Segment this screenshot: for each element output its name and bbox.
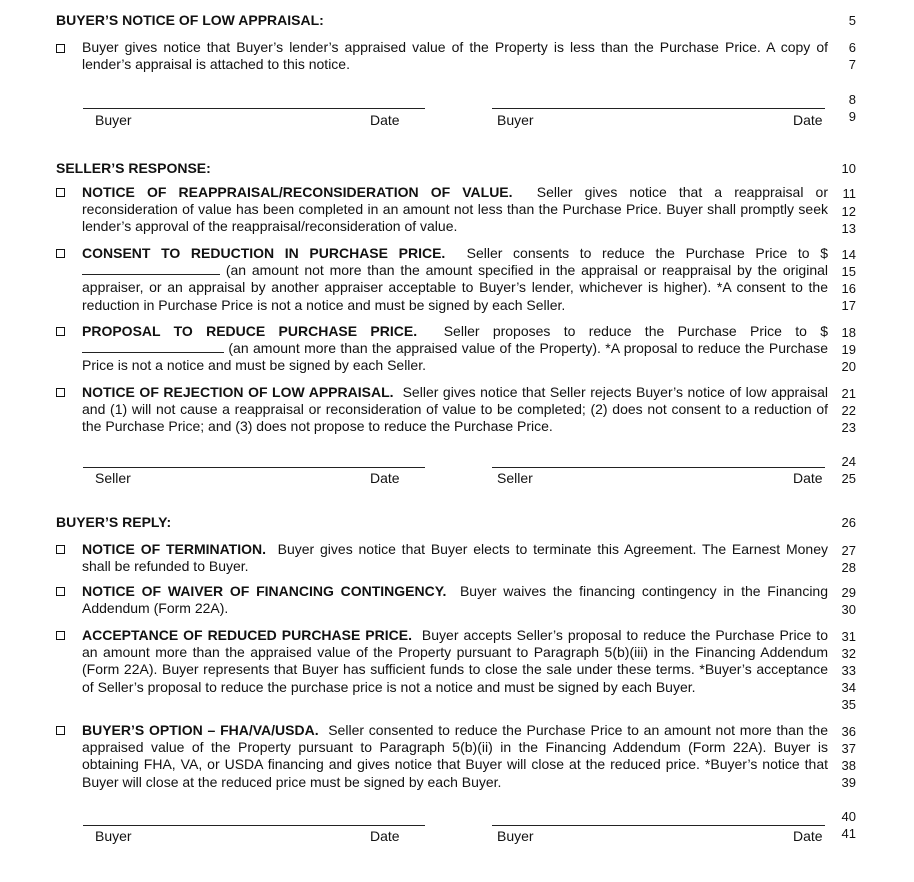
termination-option bbox=[82, 541, 828, 575]
line-number: 37 bbox=[841, 741, 856, 756]
rejection-checkbox[interactable] bbox=[56, 388, 65, 397]
consent-reduction-text-a: Seller consents to reduce the Purchase Price to bbox=[466, 245, 810, 261]
reappraisal-checkbox[interactable] bbox=[56, 188, 65, 197]
proposal-dollar-sign: $ bbox=[820, 323, 829, 339]
line-number: 41 bbox=[841, 826, 856, 841]
date-label-6: Date bbox=[793, 828, 823, 844]
line-number: 17 bbox=[841, 298, 856, 313]
line-number: 19 bbox=[841, 342, 856, 357]
fha-option-checkbox[interactable] bbox=[56, 726, 65, 735]
line-number: 18 bbox=[841, 325, 856, 340]
seller-signature-line-1[interactable] bbox=[83, 467, 425, 468]
line-number: 26 bbox=[841, 515, 856, 530]
buyer-label-4: Buyer bbox=[497, 828, 534, 844]
line-number: 39 bbox=[841, 775, 856, 790]
proposal-title: PROPOSAL TO REDUCE PURCHASE PRICE. bbox=[82, 323, 418, 339]
date-label-2: Date bbox=[793, 112, 823, 128]
rejection-option bbox=[82, 384, 828, 436]
line-number: 35 bbox=[841, 697, 856, 712]
buyer-label-1: Buyer bbox=[95, 112, 132, 128]
termination-text: Buyer gives notice that Buyer elects to terminate this Agreement. The Earnest Money shall be refunded to Buyer. bbox=[82, 541, 828, 575]
line-number: 15 bbox=[841, 264, 856, 279]
acceptance-checkbox[interactable] bbox=[56, 631, 65, 640]
seller-label-1: Seller bbox=[95, 470, 131, 486]
line-number: 13 bbox=[841, 221, 856, 236]
line-number: 38 bbox=[841, 758, 856, 773]
line-number: 6 bbox=[848, 40, 856, 55]
line-number: 40 bbox=[841, 809, 856, 824]
line-number: 24 bbox=[841, 454, 856, 469]
waiver-title: NOTICE OF WAIVER OF FINANCING CONTINGENCY. bbox=[82, 583, 447, 599]
acceptance-text: Buyer accepts Seller’s proposal to reduce the Purchase Price to an amount more than the appraised value of the Property pursuant to Paragraph 5(b)(iii) in the Financing Addendum (Form 22A). Buyer represents that Buyer has sufficient funds to close the sale under these terms. *Buyer’s acceptance of Seller’s proposal to reduce the purchase price is not a notice and must be signed by each Buyer. bbox=[82, 627, 828, 695]
line-number: 27 bbox=[841, 543, 856, 558]
buyer-signature-line-2[interactable] bbox=[492, 108, 825, 109]
reappraisal-title: NOTICE OF REAPPRAISAL/RECONSIDERATION OF VALUE. bbox=[82, 184, 513, 200]
line-number: 20 bbox=[841, 359, 856, 374]
termination-checkbox[interactable] bbox=[56, 545, 65, 554]
line-number: 9 bbox=[848, 109, 856, 124]
buyer-label-2: Buyer bbox=[497, 112, 534, 128]
consent-reduction-option bbox=[82, 245, 828, 314]
consent-reduction-checkbox[interactable] bbox=[56, 249, 65, 258]
reappraisal-text: Seller gives notice that a reappraisal or reconsideration of value has been completed in an amount not less than the Purchase Price. Buyer shall promptly seek lender’s approval of the reappraisal/reconsideration of value. bbox=[82, 184, 828, 235]
consent-reduction-text-b: (an amount not more than the amount specified in the appraisal or reappraisal by the original appraiser, or an appraisal by another appraiser acceptable to Buyer’s lender, whichever is higher). *A consent to the reduction in Purchase Price is not a notice and must be signed by each Seller. bbox=[82, 262, 829, 313]
line-number: 14 bbox=[841, 247, 856, 262]
date-label-1: Date bbox=[370, 112, 400, 128]
buyer-notice-text: Buyer gives notice that Buyer’s lender’s appraised value of the Property is less than the Purchase Price. A copy of lender’s appraisal is attached to this notice. bbox=[82, 39, 828, 73]
buyer-notice-checkbox[interactable] bbox=[56, 44, 65, 53]
consent-dollar-sign: $ bbox=[820, 245, 829, 261]
proposal-amount-blank[interactable] bbox=[82, 340, 224, 353]
line-number: 7 bbox=[848, 57, 856, 72]
waiver-text: Buyer waives the financing contingency in the Financing Addendum (Form 22A). bbox=[82, 583, 829, 617]
proposal-checkbox[interactable] bbox=[56, 327, 65, 336]
seller-response-heading: SELLER’S RESPONSE: bbox=[56, 160, 211, 176]
line-number: 25 bbox=[841, 471, 856, 486]
reappraisal-option bbox=[82, 184, 828, 236]
line-number: 30 bbox=[841, 602, 856, 617]
proposal-text-b: (an amount more than the appraised value of the Property). *A proposal to reduce the Purchase Price is not a notice and must be signed by each Seller. bbox=[82, 340, 829, 374]
seller-signature-line-2[interactable] bbox=[492, 467, 825, 468]
buyer-signature-line-1[interactable] bbox=[83, 108, 425, 109]
line-number: 22 bbox=[841, 403, 856, 418]
rejection-text: Seller gives notice that Seller rejects Buyer’s notice of low appraisal and (1) will not cause a reappraisal or reconsideration of value to be completed; (2) does not consent to a reduction of the Purchase Price; and (3) does not propose to reduce the Purchase Price. bbox=[82, 384, 828, 435]
line-number: 12 bbox=[841, 204, 856, 219]
fha-option bbox=[82, 722, 828, 791]
date-label-4: Date bbox=[793, 470, 823, 486]
buyer-notice-heading: BUYER’S NOTICE OF LOW APPRAISAL: bbox=[56, 12, 324, 28]
fha-option-title: BUYER’S OPTION – FHA/VA/USDA. bbox=[82, 722, 319, 738]
line-number: 5 bbox=[848, 13, 856, 28]
buyer-signature-line-4[interactable] bbox=[492, 825, 825, 826]
consent-reduction-title: CONSENT TO REDUCTION IN PURCHASE PRICE. bbox=[82, 245, 446, 261]
line-number: 29 bbox=[841, 585, 856, 600]
line-number: 31 bbox=[841, 629, 856, 644]
date-label-3: Date bbox=[370, 470, 400, 486]
buyer-signature-line-3[interactable] bbox=[83, 825, 425, 826]
line-number: 33 bbox=[841, 663, 856, 678]
seller-label-2: Seller bbox=[497, 470, 533, 486]
termination-title: NOTICE OF TERMINATION. bbox=[82, 541, 267, 557]
date-label-5: Date bbox=[370, 828, 400, 844]
line-number: 8 bbox=[848, 92, 856, 107]
waiver-option bbox=[82, 583, 828, 617]
line-number: 21 bbox=[841, 386, 856, 401]
line-number: 23 bbox=[841, 420, 856, 435]
line-number: 28 bbox=[841, 560, 856, 575]
acceptance-option bbox=[82, 627, 828, 696]
buyer-reply-heading: BUYER’S REPLY: bbox=[56, 514, 172, 530]
fha-option-text: Seller consented to reduce the Purchase Price to an amount not more than the appraised value of the Property pursuant to Paragraph 5(b)(ii) in the Financing Addendum (Form 22A). Buyer is obtaining FHA, VA, or USDA financing and gives notice that Buyer will close at the reduced price. *Buyer’s notice that Buyer will close at the reduced price must be signed by each Buyer. bbox=[82, 722, 828, 790]
acceptance-title: ACCEPTANCE OF REDUCED PURCHASE PRICE. bbox=[82, 627, 412, 643]
proposal-text-a: Seller proposes to reduce the Purchase Price to bbox=[443, 323, 807, 339]
consent-amount-blank[interactable] bbox=[82, 262, 220, 275]
line-number: 34 bbox=[841, 680, 856, 695]
line-number: 36 bbox=[841, 724, 856, 739]
line-number: 32 bbox=[841, 646, 856, 661]
proposal-option bbox=[82, 323, 828, 375]
line-number: 10 bbox=[841, 161, 856, 176]
rejection-title: NOTICE OF REJECTION OF LOW APPRAISAL. bbox=[82, 384, 394, 400]
waiver-checkbox[interactable] bbox=[56, 587, 65, 596]
line-number: 11 bbox=[842, 186, 856, 201]
line-number: 16 bbox=[841, 281, 856, 296]
buyer-label-3: Buyer bbox=[95, 828, 132, 844]
